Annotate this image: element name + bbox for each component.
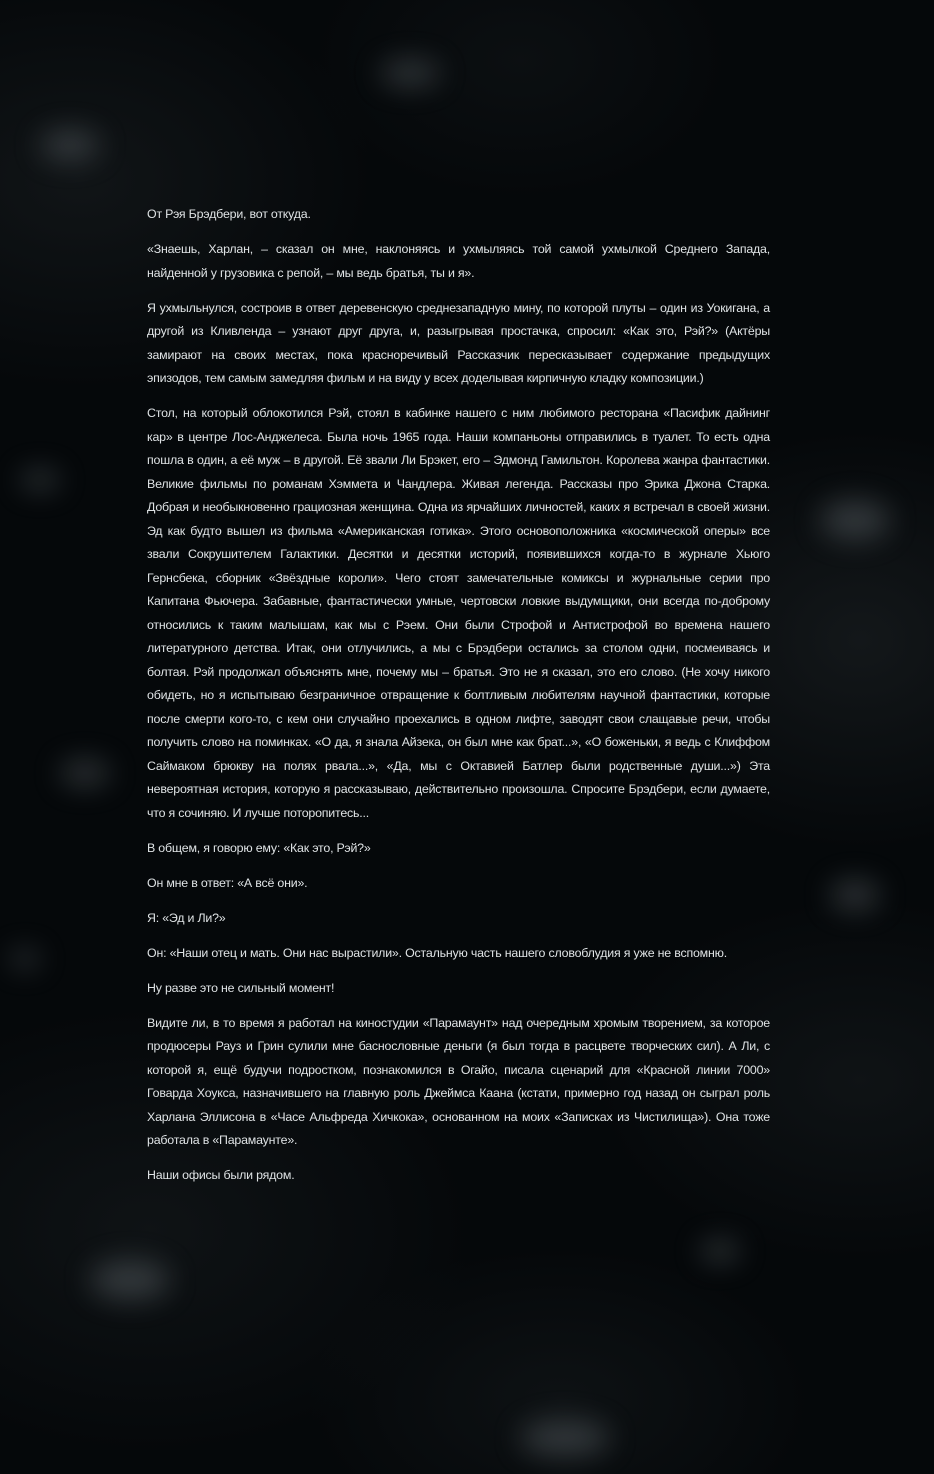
- bokeh-light: [10, 950, 40, 968]
- bokeh-light: [60, 760, 110, 786]
- paragraph: Он мне в ответ: «А всё они».: [147, 875, 308, 890]
- text-page: [147, 203, 770, 1199]
- bokeh-light: [90, 1260, 170, 1300]
- paragraph: Я: «Эд и Ли?»: [147, 910, 226, 925]
- paragraph: «Знаешь, Харлан, – сказал он мне, наклоняясь и ухмыляясь той самой ухмылкой Среднего Запада, найденной у грузовика с репой, – мы ведь братья, ты и я».: [147, 242, 770, 280]
- paragraph: Я ухмыльнулся, состроив в ответ деревенскую среднезападную мину, по которой плуты – один из Уокигана, а другой из Кливленда – узнают друг друга, и, разыгрывая простачка, спросил: «Как это, Рэй?» (Актёры замирают на своих местах, пока красноречивый Рассказчик пересказывает содержание предыдущих эпизодов, тем самым замедляя фильм и на виду у всех доделывая кирпичную кладку композиции.): [147, 300, 770, 385]
- bokeh-light: [820, 500, 890, 540]
- bokeh-light: [520, 1420, 610, 1456]
- paragraph: Видите ли, в то время я работал на киностудии «Парамаунт» над очередным хромым творением, за которое продюсеры Рауз и Грин сулили мне баснословные деньги (я был тогда в расцвете творческих сил). А Ли, с которой я, ещё будучи подростком, познакомился в Огайо, писала сценарий для «Красной линии 7000» Говарда Хоукса, назначившего на главную роль Джеймса Каана (кстати, примерно год назад он сыграл роль Харлана Эллисона в «Часе Альфреда Хичкока», основанном на моих «Записках из Чистилища»). Она тоже работала в «Парамаунте».: [147, 1015, 770, 1147]
- bokeh-light: [700, 1240, 740, 1262]
- bokeh-light: [830, 880, 880, 910]
- paragraph: Он: «Наши отец и мать. Они нас вырастили». Остальную часть нашего словоблудия я уже не вспомню.: [147, 945, 727, 960]
- paragraph: Наши офисы были рядом.: [147, 1168, 295, 1182]
- paragraph: От Рэя Брэдбери, вот откуда.: [147, 207, 311, 221]
- paragraph: Ну разве это не сильный момент!: [147, 980, 335, 995]
- paragraph: Стол, на который облокотился Рэй, стоял в кабинке нашего с ним любимого ресторана «Пасифик дайнинг кар» в центре Лос-Анджелеса. Была ночь 1965 года. Наши компаньоны отправились в туалет. То есть одна пошла в один, а её муж – в другой. Её звали Ли Брэкет, его – Эдмонд Гамильтон. Королева жанра фантастики. Великие фильмы по романам Хэммета и Чандлера. Живая легенда. Рассказы про Эрика Джона Старка. Добрая и необыкновенно грациозная женщина. Одна из ярчайших личностей, каких я встречал в своей жизни. Эд как будто вышел из фильма «Американская готика». Этого основоположника «космической оперы» все звали Сокрушителем Галактики. Десятки и десятки историй, появившихся когда-то в журнале Хьюго Гернсбека, сборник «Звёздные короли». Чего стоят замечательные комиксы и журнальные серии про Капитана Фьючера. Забавные, фантастически умные, чертовски ловкие выдумщики, они всегда по-доброму относились к таким малышам, как мы с Рэем. Они были Строфой и Антистрофой во времена нашего литературного детства. Итак, они отлучились, а мы с Брэдбери остались за столом одни, посмеиваясь и болтая. Рэй продолжал объяснять мне, почему мы – братья. Это не я сказал, это его слово. (Не хочу никого обидеть, но я испытываю безграничное отвращение к болтливым любителям научной фантастики, которые после смерти кого-то, с кем они случайно проехались в одном лифте, заводят свои слащавые речи, чтобы получить слово на поминках. «О да, я знала Айзека, он был мне как брат...», «О боженьки, я ведь с Клиффом Саймаком брюкву на полях рвала...», «Да, мы с Октавией Батлер были родственные души...») Эта невероятная история, которую я рассказываю, действительно произошла. Спросите Брэдбери, если думаете, что я сочиняю. И лучше поторопитесь...: [147, 406, 770, 820]
- bokeh-light: [20, 470, 60, 490]
- paragraph: В общем, я говорю ему: «Как это, Рэй?»: [147, 840, 371, 855]
- bokeh-light: [40, 130, 100, 160]
- bokeh-light: [380, 60, 440, 86]
